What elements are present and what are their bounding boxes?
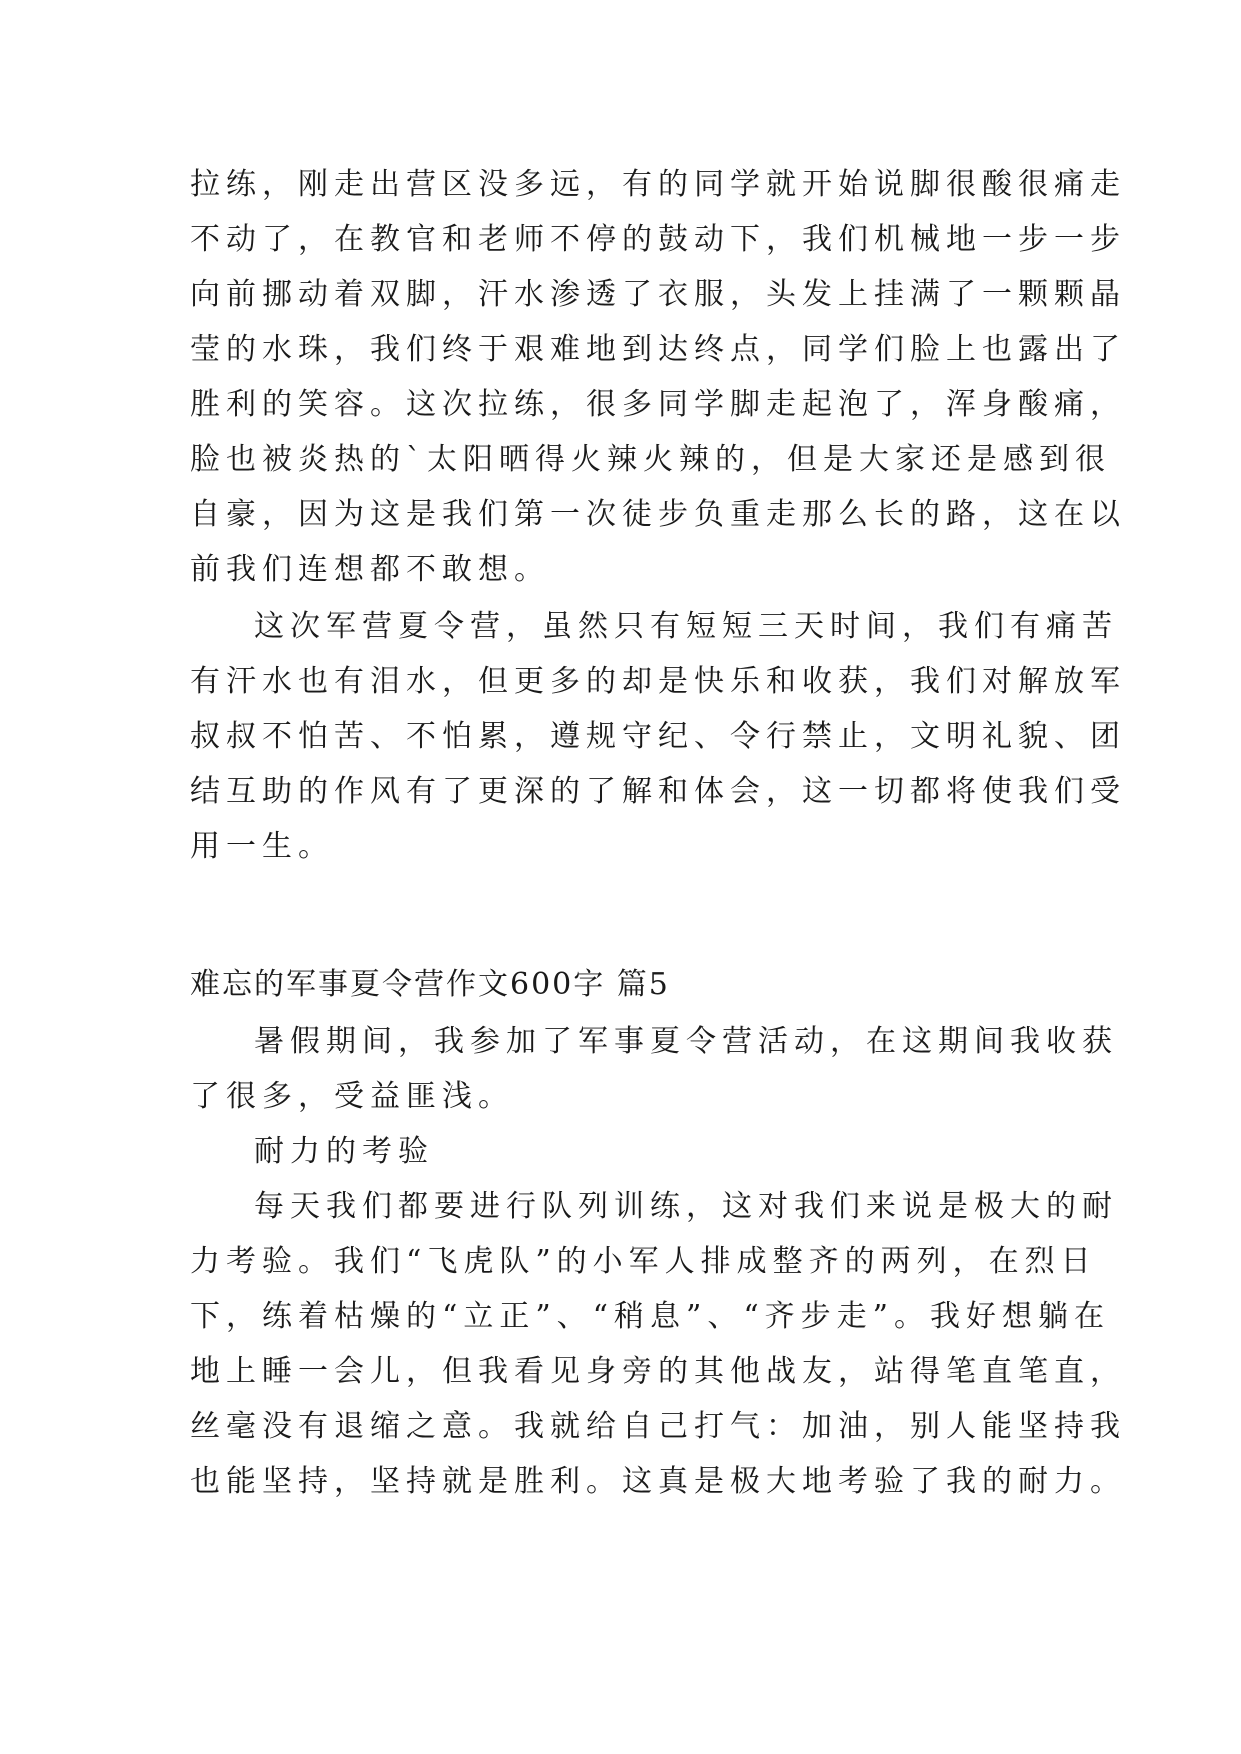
text-line: 脸也被炎热的`太阳晒得火辣火辣的，但是大家还是感到很 [190, 442, 1111, 477]
text-line: 丝毫没有退缩之意。我就给自己打气：加油，别人能坚持我 [190, 1409, 1126, 1444]
text-line: 了很多，受益匪浅。 [190, 1079, 514, 1114]
text-line: 叔叔不怕苦、不怕累，遵规守纪、令行禁止，文明礼貌、团 [190, 719, 1126, 754]
subheading: 耐力的考验 [254, 1134, 434, 1169]
section-heading: 难忘的军事夏令营作文600字 篇5 [190, 967, 670, 1002]
text-line: 胜利的笑容。这次拉练，很多同学脚走起泡了，浑身酸痛， [190, 387, 1126, 422]
text-line: 用一生。 [190, 829, 334, 864]
text-line: 结互助的作风有了更深的了解和体会，这一切都将使我们受 [190, 774, 1126, 809]
text-line: 下，练着枯燥的“立正”、“稍息”、“齐步走”。我好想躺在 [190, 1299, 1111, 1334]
text-line: 自豪，因为这是我们第一次徒步负重走那么长的路，这在以 [190, 497, 1126, 532]
text-line: 莹的水珠，我们终于艰难地到达终点，同学们脸上也露出了 [190, 332, 1126, 367]
text-line: 力考验。我们“飞虎队”的小军人排成整齐的两列，在烈日 [190, 1244, 1097, 1279]
text-line: 拉练，刚走出营区没多远，有的同学就开始说脚很酸很痛走 [190, 167, 1126, 202]
text-line: 地上睡一会儿，但我看见身旁的其他战友，站得笔直笔直， [190, 1354, 1126, 1389]
text-line: 也能坚持，坚持就是胜利。这真是极大地考验了我的耐力。 [190, 1464, 1126, 1499]
paragraph-first-line: 暑假期间，我参加了军事夏令营活动，在这期间我收获 [254, 1024, 1118, 1059]
text-line: 前我们连想都不敢想。 [190, 552, 550, 587]
paragraph-first-line: 这次军营夏令营，虽然只有短短三天时间，我们有痛苦 [254, 609, 1118, 644]
paragraph-first-line: 每天我们都要进行队列训练，这对我们来说是极大的耐 [254, 1189, 1118, 1224]
text-line: 不动了，在教官和老师不停的鼓动下，我们机械地一步一步 [190, 222, 1126, 257]
text-line: 向前挪动着双脚，汗水渗透了衣服，头发上挂满了一颗颗晶 [190, 277, 1126, 312]
text-line: 有汗水也有泪水，但更多的却是快乐和收获，我们对解放军 [190, 664, 1126, 699]
